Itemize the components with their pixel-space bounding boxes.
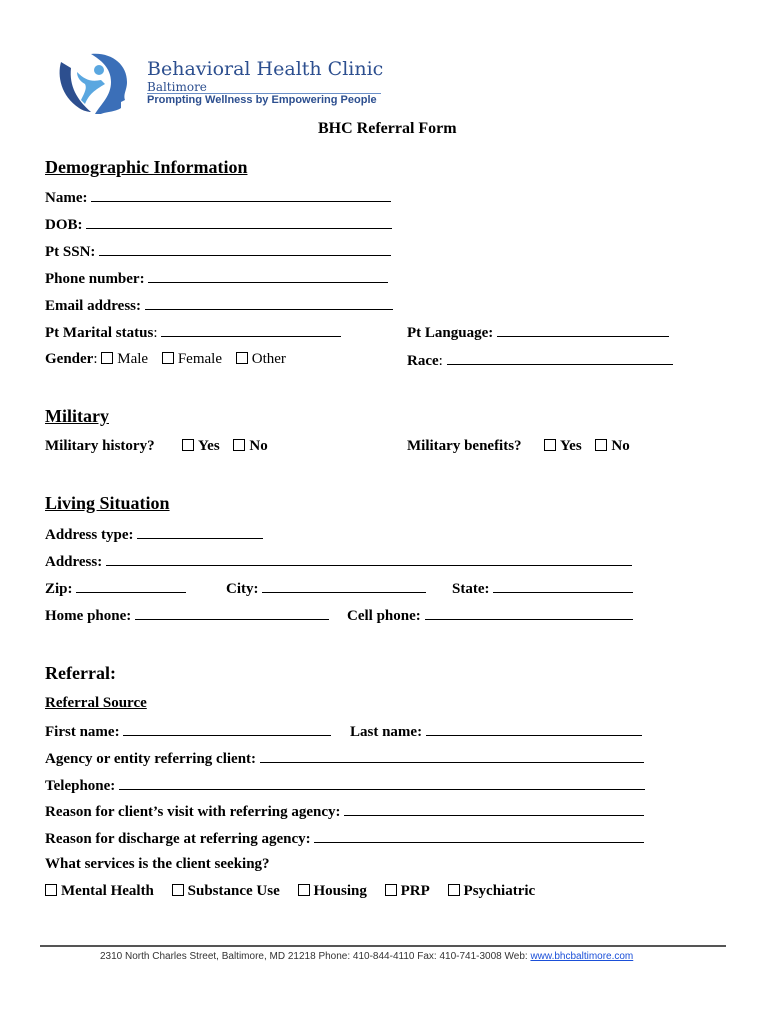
name-row [45,188,391,207]
military-benefits-yes[interactable]: Yes [544,438,582,455]
agency-label: Agency or entity referring client: [45,751,257,767]
language-field[interactable] [497,323,669,337]
gender-other-option[interactable]: Other [236,351,286,368]
military-benefits-yes-checkbox[interactable] [544,439,556,451]
services-question: What services is the client seeking? [45,856,270,872]
cell-phone-field[interactable] [425,606,633,620]
military-history-yes[interactable]: Yes [182,438,220,455]
service-prp[interactable]: PRP [385,883,430,900]
military-heading: Military [45,406,109,426]
address-type-label: Address type: [45,527,134,543]
language-row [407,323,669,342]
marital-field[interactable] [161,323,341,337]
gender-label: Gender [45,351,94,367]
home-phone-row [45,606,329,625]
military-history-options [182,438,278,455]
ssn-field[interactable] [99,242,391,256]
reason-visit-field[interactable] [344,802,644,816]
logo-city: Baltimore [147,80,207,94]
military-benefits-no[interactable]: No [595,438,629,455]
zip-field[interactable] [76,579,186,593]
ssn-row [45,242,391,261]
reason-discharge-row [45,829,644,848]
footer-contact [100,951,633,962]
footer-address: 2310 North Charles Street, Baltimore, MD 21218 Phone: 410-844-4110 Fax: 410-741-3008 Web: [100,951,531,962]
head-profile-icon [55,50,135,116]
city-label: City: [226,581,259,597]
first-name-row [45,722,331,741]
home-phone-label: Home phone: [45,608,132,624]
address-label: Address: [45,554,103,570]
agency-row [45,749,644,768]
email-field[interactable] [145,296,393,310]
reason-discharge-label: Reason for discharge at referring agency: [45,831,311,847]
address-type-row [45,525,263,544]
address-field[interactable] [106,552,632,566]
service-substance-use-checkbox[interactable] [172,884,184,896]
dob-label: DOB: [45,217,83,233]
last-name-row [350,722,642,741]
phone-label: Phone number: [45,271,145,287]
state-row [452,579,633,598]
marital-row: Pt Marital status: [45,323,341,342]
language-label: Pt Language: [407,325,494,341]
home-phone-field[interactable] [135,606,329,620]
form-title: BHC Referral Form [318,120,457,137]
reason-visit-label: Reason for client’s visit with referring agency: [45,804,341,820]
telephone-field[interactable] [119,776,645,790]
military-history-label: Military history? [45,438,155,454]
cell-phone-label: Cell phone: [347,608,421,624]
living-heading: Living Situation [45,493,170,513]
services-options [45,883,545,900]
gender-female-checkbox[interactable] [162,352,174,364]
gender-male-checkbox[interactable] [101,352,113,364]
military-benefits-label: Military benefits? [407,438,522,454]
gender-other-checkbox[interactable] [236,352,248,364]
referral-source-subheading: Referral Source [45,695,147,711]
city-field[interactable] [262,579,426,593]
footer-website-link[interactable]: www.bhcbaltimore.com [530,951,634,962]
address-row [45,552,632,571]
marital-label: Pt Marital status [45,325,154,341]
dob-field[interactable] [86,215,392,229]
race-row: Race: [407,351,673,370]
city-row [226,579,426,598]
reason-discharge-field[interactable] [314,829,644,843]
logo-name: Behavioral Health Clinic [147,58,384,80]
telephone-row [45,776,645,795]
referral-heading: Referral: [45,663,116,683]
military-benefits-options [544,438,640,455]
zip-label: Zip: [45,581,73,597]
email-label: Email address: [45,298,141,314]
cell-phone-row [347,606,633,625]
gender-female-option[interactable]: Female [162,351,222,368]
service-psychiatric-checkbox[interactable] [448,884,460,896]
logo-tagline: Prompting Wellness by Empowering People [147,94,377,106]
phone-field[interactable] [148,269,388,283]
military-benefits-no-checkbox[interactable] [595,439,607,451]
first-name-field[interactable] [123,722,331,736]
dob-row [45,215,392,234]
service-housing[interactable]: Housing [298,883,367,900]
demographic-heading: Demographic Information [45,157,248,177]
name-field[interactable] [91,188,391,202]
service-psychiatric[interactable]: Psychiatric [448,883,536,900]
name-label: Name: [45,190,88,206]
service-mental-health[interactable]: Mental Health [45,883,154,900]
phone-row [45,269,388,288]
address-type-field[interactable] [137,525,263,539]
service-prp-checkbox[interactable] [385,884,397,896]
state-field[interactable] [493,579,633,593]
military-history-yes-checkbox[interactable] [182,439,194,451]
service-mental-health-checkbox[interactable] [45,884,57,896]
military-history-no[interactable]: No [233,438,267,455]
race-field[interactable] [447,351,673,365]
service-housing-checkbox[interactable] [298,884,310,896]
state-label: State: [452,581,490,597]
ssn-label: Pt SSN: [45,244,96,260]
last-name-field[interactable] [426,722,642,736]
clinic-logo [55,50,395,120]
first-name-label: First name: [45,724,120,740]
gender-row: Gender: Male Female Other [45,351,286,367]
reason-visit-row [45,802,644,821]
service-substance-use[interactable]: Substance Use [172,883,280,900]
footer-divider [40,945,726,947]
email-row [45,296,393,315]
military-history-no-checkbox[interactable] [233,439,245,451]
last-name-label: Last name: [350,724,423,740]
zip-row [45,579,186,598]
race-label: Race [407,353,439,369]
agency-field[interactable] [260,749,644,763]
gender-male-option[interactable]: Male [101,351,148,368]
telephone-label: Telephone: [45,778,116,794]
